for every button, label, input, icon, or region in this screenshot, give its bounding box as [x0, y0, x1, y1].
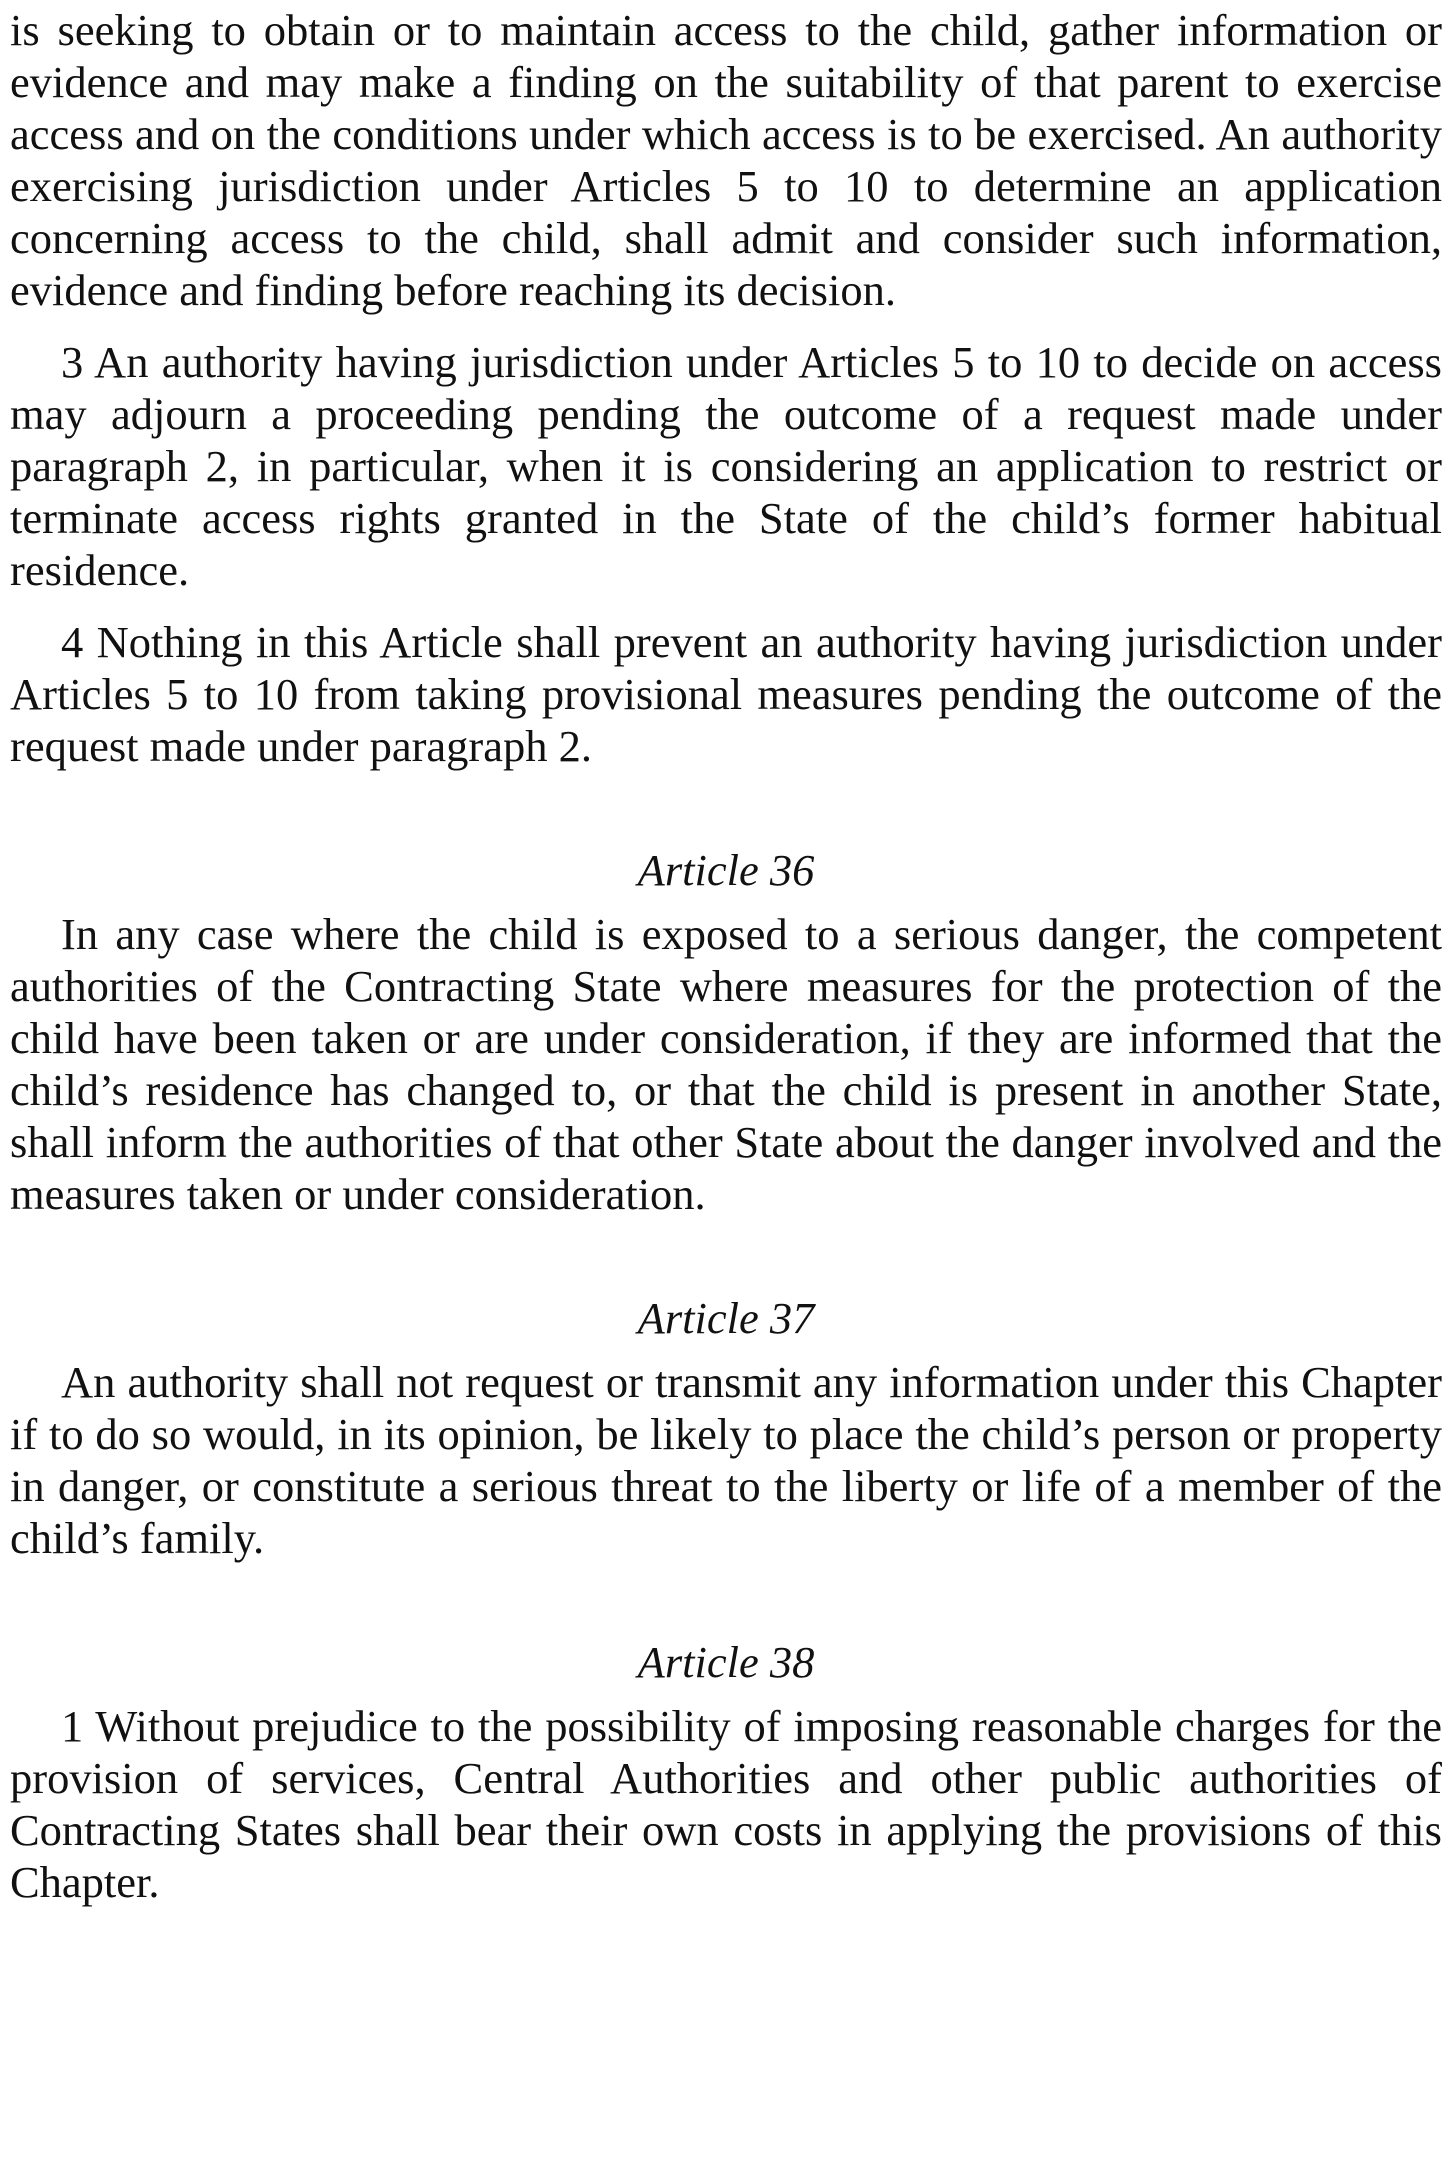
article-37-text: An authority shall not request or transmit any information under this Chapter if to do so would, in its opinion, be likely to place the child’s person or property in danger, or constitute a serious threat to the liberty or life of a member of the child’s family. — [10, 1357, 1442, 1563]
article-38-text: 1 Without prejudice to the possibility of imposing reasonable charges for the provision of services, Central Authorities and other public authorities of Contracting States shall bear their own costs in applying the provisions of this Chapter. — [10, 1701, 1442, 1907]
paragraph-continued: is seeking to obtain or to maintain access to the child, gather information or evidence and may make a finding on the suitability of that parent to exercise access and on the conditions under which access is to be exercised. An authority exercising jurisdiction under Articles 5 to 10 to determine an application concerning access to the child, shall admit and consider such information, evidence and finding before reaching its decision. — [10, 5, 1442, 315]
paragraph-4: 4 Nothing in this Article shall prevent an authority having jurisdiction under Articles 5 to 10 from taking provisional measures pending the outcome of the request made under paragraph 2. — [10, 617, 1442, 771]
article-38-heading: Article 38 — [637, 1637, 815, 1687]
document-page — [10, 4, 1442, 1908]
article-36-text: In any case where the child is exposed to a serious danger, the competent authorities of the Contracting State where measures for the protection of the child have been taken or are under consideration, if they are informed that the child’s residence has changed to, or that the child is present in another State, shall inform the authorities of that other State about the danger involved and the measures taken or under consideration. — [10, 909, 1442, 1219]
article-37-heading: Article 37 — [637, 1293, 815, 1343]
article-36-heading: Article 36 — [637, 845, 815, 895]
paragraph-3: 3 An authority having jurisdiction under Articles 5 to 10 to decide on access may adjourn a proceeding pending the outcome of a request made under paragraph 2, in particular, when it is considering an application to restrict or terminate access rights granted in the State of the child’s former habitual residence. — [10, 337, 1442, 595]
